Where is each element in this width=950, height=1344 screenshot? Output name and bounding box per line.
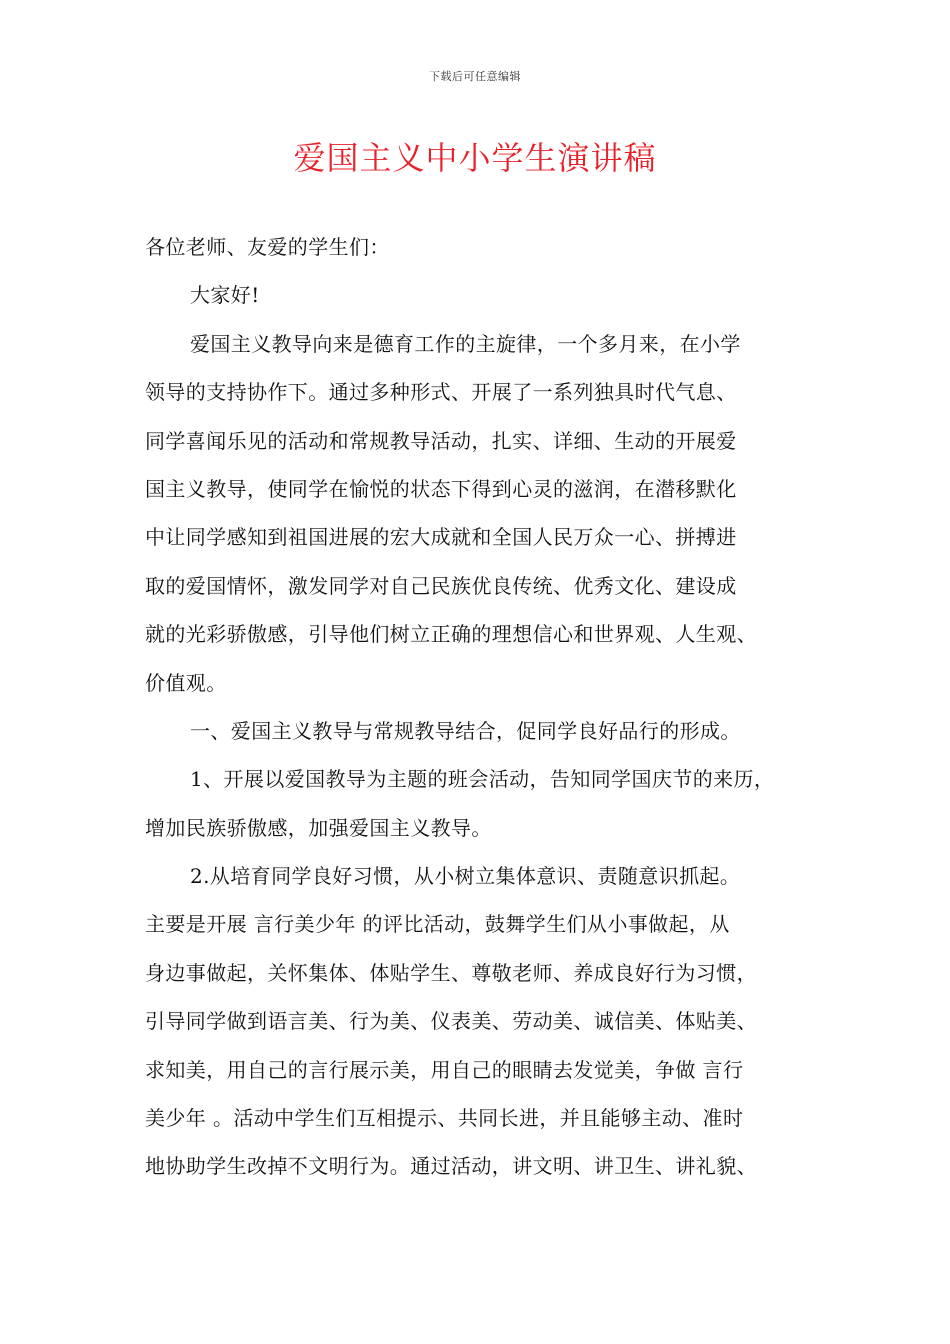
body-line: 国主义教导，使同学在愉悦的状态下得到心灵的滋润，在潜移默化 (145, 476, 737, 501)
body-line: 美少年 。活动中学生们互相提示、共同长进，并且能够主动、准时 (145, 1106, 744, 1131)
body-line: 增加民族骄傲感，加强爱国主义教导。 (145, 815, 492, 840)
header-note: 下载后可任意编辑 (429, 70, 521, 83)
body-line: 中让同学感知到祖国进展的宏大成就和全国人民万众一心、拼搏进 (145, 525, 737, 550)
body-line: 2.从培育同学良好习惯，从小树立集体意识、责随意识抓起。 (190, 864, 741, 889)
body-line: 身边事做起，关怀集体、体贴学生、尊敬老师、养成良好行为习惯， (145, 960, 757, 985)
body-line: 1、开展以爱国教导为主题的班会活动，告知同学国庆节的来历， (190, 767, 775, 792)
body-line: 就的光彩骄傲感，引导他们树立正确的理想信心和世界观、人生观、 (145, 622, 757, 647)
body-line: 领导的支持协作下。通过多种形式、开展了一系列独具时代气息、 (145, 380, 737, 405)
body-line: 主要是开展 言行美少年 的评比活动，鼓舞学生们从小事做起，从 (145, 912, 730, 937)
body-line: 爱国主义教导向来是德育工作的主旋律，一个多月来，在小学 (190, 331, 741, 356)
body-line: 求知美，用自己的言行展示美，用自己的眼睛去发觉美，争做 言行 (145, 1057, 744, 1082)
body-line: 地协助学生改掉不文明行为。通过活动，讲文明、讲卫生、讲礼貌、 (145, 1154, 757, 1179)
document-body (145, 223, 815, 1191)
body-line: 一、爱国主义教导与常规教导结合，促同学良好品行的形成。 (190, 718, 741, 743)
body-line: 各位老师、友爱的学生们： (145, 235, 390, 259)
body-line: 取的爱国情怀，激发同学对自己民族优良传统、优秀文化、建设成 (145, 573, 737, 598)
body-line: 大家好! (190, 283, 260, 308)
document-title: 爱国主义中小学生演讲稿 (293, 139, 657, 177)
body-line: 引导同学做到语言美、行为美、仪表美、劳动美、诚信美、体贴美、 (145, 1009, 757, 1034)
body-line: 价值观。 (145, 670, 227, 695)
body-line: 同学喜闻乐见的活动和常规教导活动，扎实、详细、生动的开展爱 (145, 428, 737, 453)
